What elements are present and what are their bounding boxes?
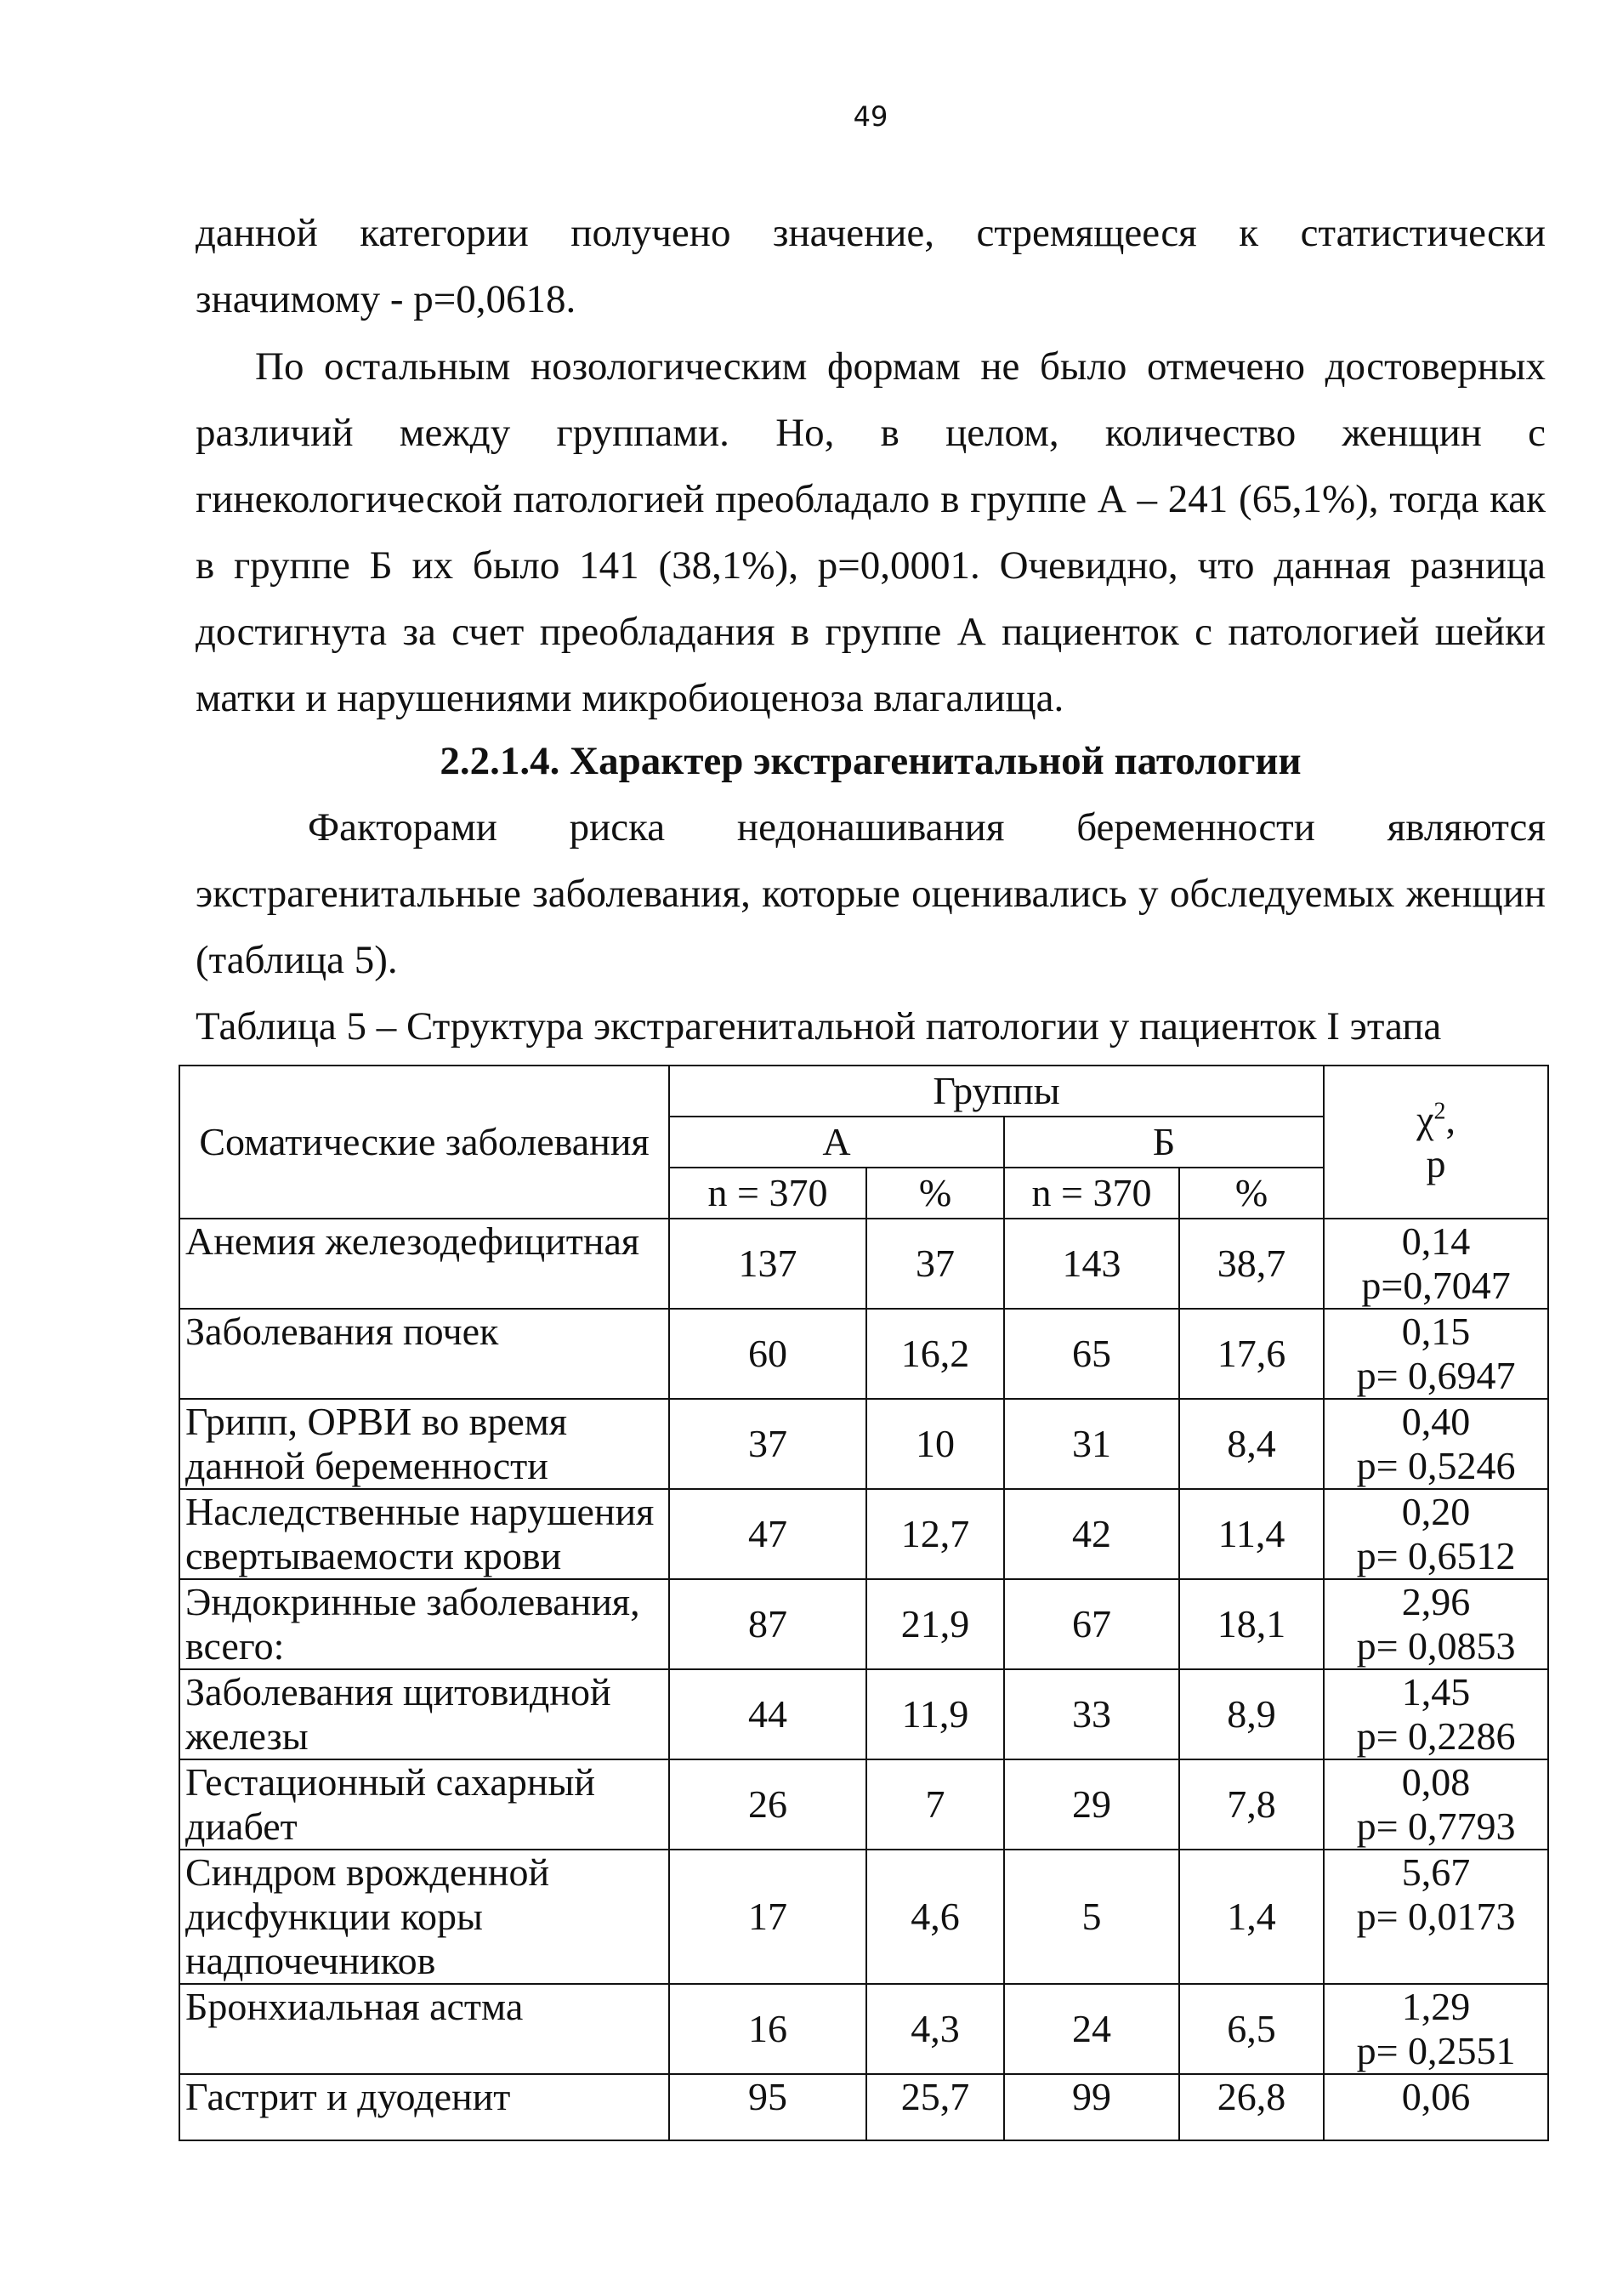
chi-superscript: 2 bbox=[1433, 1098, 1446, 1125]
row-disease: Заболевания щитовидной железы bbox=[179, 1669, 669, 1759]
table-row bbox=[179, 2074, 1548, 2140]
row-a-n: 60 bbox=[669, 1309, 866, 1399]
row-b-pct: 11,4 bbox=[1179, 1489, 1324, 1579]
row-a-n: 16 bbox=[669, 1984, 866, 2074]
chi-value: 0,06 bbox=[1401, 2075, 1471, 2118]
chi-value: 0,08 bbox=[1401, 1760, 1471, 1804]
row-a-pct: 25,7 bbox=[866, 2074, 1004, 2140]
p-value: p= 0,2286 bbox=[1356, 1714, 1516, 1758]
row-b-n: 33 bbox=[1004, 1669, 1179, 1759]
row-b-pct: 8,4 bbox=[1179, 1399, 1324, 1489]
row-b-n: 65 bbox=[1004, 1309, 1179, 1399]
page-number: 49 bbox=[853, 100, 888, 133]
row-b-n: 29 bbox=[1004, 1759, 1179, 1850]
row-b-n: 143 bbox=[1004, 1219, 1179, 1309]
row-a-pct: 10 bbox=[866, 1399, 1004, 1489]
row-disease: Заболевания почек bbox=[179, 1309, 669, 1399]
table-row bbox=[179, 1669, 1548, 1759]
p-value: p= 0,5246 bbox=[1356, 1444, 1516, 1487]
chi-symbol: χ bbox=[1416, 1098, 1434, 1141]
row-a-n: 87 bbox=[669, 1579, 866, 1669]
p-value: p=0,7047 bbox=[1361, 1264, 1511, 1307]
row-a-pct: 16,2 bbox=[866, 1309, 1004, 1399]
table-row bbox=[179, 1579, 1548, 1669]
chi-comma: , bbox=[1445, 1098, 1456, 1141]
row-b-pct: 17,6 bbox=[1179, 1309, 1324, 1399]
row-disease: Наследственные нарушения свертываемости крови bbox=[179, 1489, 669, 1579]
row-disease: Эндокринные заболевания, всего: bbox=[179, 1579, 669, 1669]
paragraph-2: По остальным нозологическим формам не было отмечено достоверных различий между группами. Но, в целом, количество женщин с гинекологической патологией преобладало в группе А – 241 (65,1%), тогда как в группе Б их было 141 (38,1%), p=0,0001. Очевидно, что данная разница достигнута за счет преобладания в группе А пациенток с патологией шейки матки и нарушениями микробиоценоза влагалища. bbox=[196, 344, 1546, 720]
chi-value: 2,96 bbox=[1401, 1580, 1471, 1623]
row-disease: Грипп, ОРВИ во время данной беременности bbox=[179, 1399, 669, 1489]
row-b-pct: 26,8 bbox=[1179, 2074, 1324, 2140]
chi-value: 0,14 bbox=[1401, 1219, 1471, 1263]
chi-value: 0,40 bbox=[1401, 1400, 1471, 1443]
row-disease: Гестационный сахарный диабет bbox=[179, 1759, 669, 1850]
row-b-n: 99 bbox=[1004, 2074, 1179, 2140]
table-row bbox=[179, 1309, 1548, 1399]
row-b-n: 42 bbox=[1004, 1489, 1179, 1579]
row-b-pct: 18,1 bbox=[1179, 1579, 1324, 1669]
row-b-n: 67 bbox=[1004, 1579, 1179, 1669]
row-a-n: 95 bbox=[669, 2074, 866, 2140]
row-b-n: 24 bbox=[1004, 1984, 1179, 2074]
header-group-b: Б bbox=[1004, 1117, 1324, 1168]
chi-p-label: р bbox=[1426, 1142, 1446, 1185]
paragraph-3: Факторами риска недонашивания беременности являются экстрагенитальные заболевания, которые оценивались у обследуемых женщин (таблица 5). bbox=[196, 805, 1546, 982]
header-n-a: n = 370 bbox=[669, 1168, 866, 1219]
row-disease: Синдром врожденной дисфункции коры надпочечников bbox=[179, 1850, 669, 1984]
row-a-n: 137 bbox=[669, 1219, 866, 1309]
row-chi bbox=[1324, 1759, 1548, 1850]
row-a-n: 37 bbox=[669, 1399, 866, 1489]
header-pct-a: % bbox=[866, 1168, 1004, 1219]
chi-value: 1,29 bbox=[1401, 1985, 1471, 2028]
table-row bbox=[179, 1489, 1548, 1579]
section-heading: 2.2.1.4. Характер экстрагенитальной патологии bbox=[440, 739, 1302, 783]
row-a-pct: 21,9 bbox=[866, 1579, 1004, 1669]
table-row bbox=[179, 1759, 1548, 1850]
row-b-n: 5 bbox=[1004, 1850, 1179, 1984]
p-value: p= 0,7793 bbox=[1356, 1804, 1516, 1848]
chi-value: 5,67 bbox=[1401, 1850, 1471, 1894]
row-b-pct: 6,5 bbox=[1179, 1984, 1324, 2074]
header-n-b: n = 370 bbox=[1004, 1168, 1179, 1219]
header-disease: Соматические заболевания bbox=[179, 1066, 669, 1219]
table-row bbox=[179, 1219, 1548, 1309]
table-row bbox=[179, 1984, 1548, 2074]
row-a-pct: 4,3 bbox=[866, 1984, 1004, 2074]
row-a-n: 17 bbox=[669, 1850, 866, 1984]
p-value: p= 0,0173 bbox=[1356, 1895, 1516, 1938]
row-chi bbox=[1324, 1309, 1548, 1399]
row-chi bbox=[1324, 1579, 1548, 1669]
row-chi bbox=[1324, 1984, 1548, 2074]
row-a-pct: 12,7 bbox=[866, 1489, 1004, 1579]
row-disease: Гастрит и дуоденит bbox=[179, 2074, 669, 2140]
row-b-n: 31 bbox=[1004, 1399, 1179, 1489]
p-value: p= 0,2551 bbox=[1356, 2029, 1516, 2072]
header-chi-square bbox=[1324, 1066, 1548, 1219]
row-a-n: 26 bbox=[669, 1759, 866, 1850]
row-b-pct: 8,9 bbox=[1179, 1669, 1324, 1759]
paragraph-1: данной категории получено значение, стремящееся к статистически значимому - p=0,0618. bbox=[196, 211, 1546, 321]
table-caption: Таблица 5 – Структура экстрагенитальной патологии у пациенток I этапа bbox=[196, 1004, 1442, 1049]
chi-value: 0,20 bbox=[1401, 1490, 1471, 1533]
row-chi bbox=[1324, 1219, 1548, 1309]
row-chi bbox=[1324, 1399, 1548, 1489]
row-a-n: 47 bbox=[669, 1489, 866, 1579]
row-a-n: 44 bbox=[669, 1669, 866, 1759]
header-groups: Группы bbox=[669, 1066, 1324, 1117]
row-disease: Бронхиальная астма bbox=[179, 1984, 669, 2074]
row-a-pct: 11,9 bbox=[866, 1669, 1004, 1759]
row-b-pct: 38,7 bbox=[1179, 1219, 1324, 1309]
p-value: p= 0,0853 bbox=[1356, 1624, 1516, 1668]
row-b-pct: 7,8 bbox=[1179, 1759, 1324, 1850]
row-chi bbox=[1324, 1489, 1548, 1579]
table-row bbox=[179, 1399, 1548, 1489]
p-value: p= 0,6947 bbox=[1356, 1354, 1516, 1397]
row-chi bbox=[1324, 1669, 1548, 1759]
row-disease: Анемия железодефицитная bbox=[179, 1219, 669, 1309]
data-table bbox=[179, 1065, 1549, 2141]
row-a-pct: 37 bbox=[866, 1219, 1004, 1309]
row-a-pct: 7 bbox=[866, 1759, 1004, 1850]
chi-value: 1,45 bbox=[1401, 1670, 1471, 1713]
row-chi bbox=[1324, 1850, 1548, 1984]
header-pct-b: % bbox=[1179, 1168, 1324, 1219]
p-value: p= 0,6512 bbox=[1356, 1534, 1516, 1577]
table-row bbox=[179, 1850, 1548, 1984]
header-group-a: А bbox=[669, 1117, 1004, 1168]
row-a-pct: 4,6 bbox=[866, 1850, 1004, 1984]
row-b-pct: 1,4 bbox=[1179, 1850, 1324, 1984]
row-chi bbox=[1324, 2074, 1548, 2140]
chi-value: 0,15 bbox=[1401, 1310, 1471, 1353]
